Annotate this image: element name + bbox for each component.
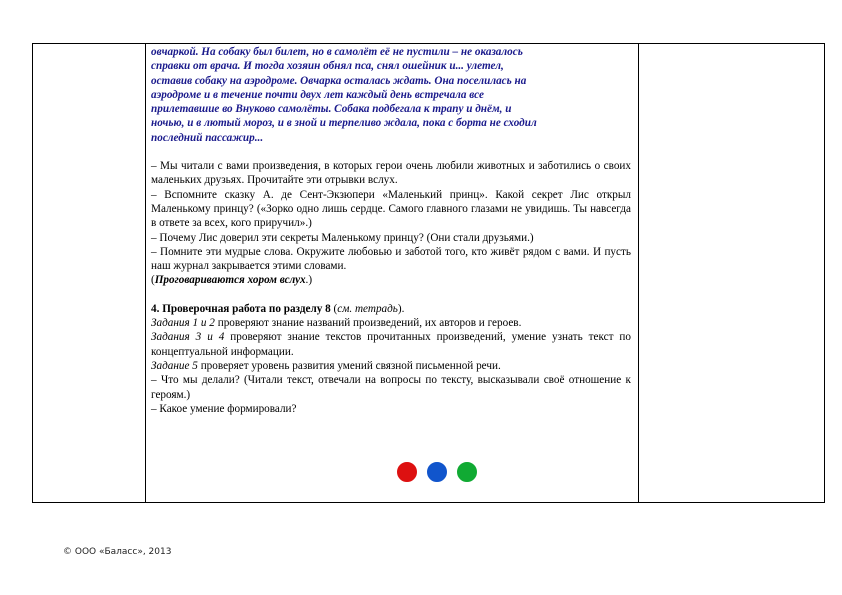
question: – Какое умение формировали? xyxy=(151,402,297,415)
paragraph: – Помните эти мудрые слова. Окружите любовью и заботой того, кто живёт рядом с вами. И пусть наш журнал закрывается этими словами. xyxy=(151,245,631,273)
column-divider xyxy=(638,44,639,502)
lesson-content xyxy=(151,44,631,416)
task-description: Задание 5 проверяет уровень развития умений связной письменной речи. xyxy=(151,359,501,372)
story-line: овчаркой. На собаку был билет, но в самолёт её не пустили – не оказалось xyxy=(151,46,523,58)
lesson-table xyxy=(32,43,825,503)
story-excerpt xyxy=(151,45,631,145)
column-divider xyxy=(145,44,146,502)
green-dot-icon xyxy=(457,462,477,482)
story-line: оставив собаку на аэродроме. Овчарка осталась ждать. Она поселилась на xyxy=(151,74,527,87)
blue-dot-icon xyxy=(427,462,447,482)
task-description: Задания 1 и 2 проверяют знание названий произведений, их авторов и героев. xyxy=(151,317,522,330)
story-line: ночью, и в лютый мороз, и в зной и терпеливо ждала, пока с борта не сходил xyxy=(151,117,537,130)
red-dot-icon xyxy=(397,462,417,482)
story-line: прилетавшие во Внуково самолёты. Собака подбегала к трапу и днём, и xyxy=(151,103,512,116)
paragraph: – Мы читали с вами произведения, в которых герои очень любили животных и заботились о своих маленьких друзьях. Прочитайте эти отрывки вслух. xyxy=(151,160,631,187)
section-heading: 4. Проверочная работа по разделу 8 (см. тетрадь). xyxy=(151,302,405,315)
paragraph: – Вспомните сказку А. де Сент-Экзюпери «Маленький принц». Какой секрет Лис открыл Маленькому принцу? («Зорко одно лишь сердце. Самого главного глазами не увидишь. Ты навсегда в ответе за всех, кого приручил».) xyxy=(151,188,631,230)
paragraph: (Проговариваются хором вслух.) xyxy=(151,274,313,287)
question: – Что мы делали? (Читали текст, отвечали на вопросы по тексту, высказывали своё отношение к героям.) xyxy=(151,374,631,401)
story-line: справки от врача. И тогда хозяин обнял пса, снял ошейник и... улетел, xyxy=(151,60,504,73)
story-line: последний пассажир... xyxy=(151,131,264,144)
copyright-footer: © ООО «Баласс», 2013 xyxy=(63,547,172,557)
task-description: Задания 3 и 4 проверяют знание текстов прочитанных произведений, умение узнать текст по концептуальной информации. xyxy=(151,331,631,358)
story-line: аэродроме и в течение почти двух лет каждый день встречала все xyxy=(151,88,484,101)
italic-note: Проговариваются хором вслух xyxy=(154,274,306,287)
paragraph: – Почему Лис доверил эти секреты Маленькому принцу? (Они стали друзьями.) xyxy=(151,231,534,244)
